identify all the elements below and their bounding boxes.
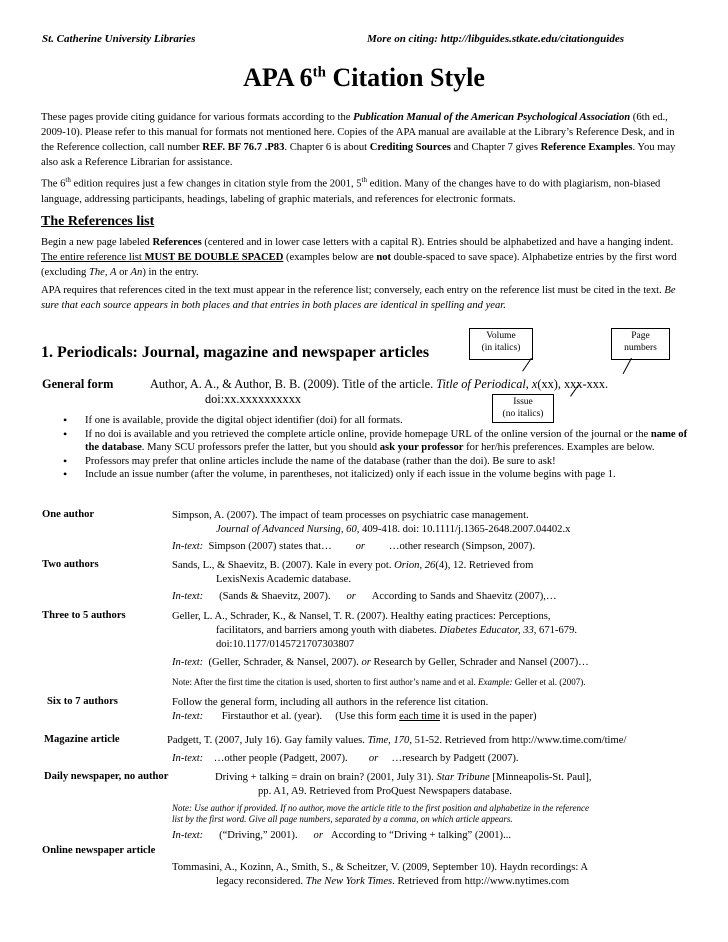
daily-newspaper-note: Note: Use author if provided. If no author, move the article title to the first position and alphabetize in the reference list by the first word. Give all page numbers, separated by a comma, on which article appears. xyxy=(172,803,589,824)
one-author-label: One author xyxy=(42,509,95,520)
three-authors-intext: In-text: (Geller, Schrader, & Nansel, 2007). or Research by Geller, Schrader and Nansel (2007)… xyxy=(172,657,589,668)
one-author-intext: In-text: Simpson (2007) states that… or …other research (Simpson, 2007). xyxy=(172,541,536,552)
general-form-entry: Author, A. A., & Author, B. B. (2009). Title of the article. Title of Periodical, x(xx), xxx-xxx. xyxy=(150,377,609,391)
online-newspaper-reference: Tommasini, A., Kozinn, A., Smith, S., & Scheitzer, V. (2009, September 10). Haydn recordings: A legacy reconsidered. The New York Times. Retrieved from http://www.nytimes.com xyxy=(172,862,588,887)
intro-paragraph-1: These pages provide citing guidance for various formats according to the Publication Manual of the American Psychological Association (6th ed., 2009-10). Please refer to this manual for formats not mentioned here. Copies of the APA manual are available at the Library’s Reference Desk, and in the Reference collection, call number REF. BF 76.7 .P83. Chapter 6 is about Crediting Sources and Chapter 7 gives Reference Examples. You may also ask a Reference Librarian for assistance. xyxy=(41,112,676,168)
magazine-reference: Padgett, T. (2007, July 16). Gay family values. Time, 170, 51-52. Retrieved from http://www.time.com/time/ xyxy=(167,735,627,746)
periodicals-bullets xyxy=(41,414,691,482)
header-right: More on citing: http://libguides.stkate.edu/citationguides xyxy=(367,33,624,45)
daily-newspaper-reference: Driving + talking = drain on brain? (2001, July 31). Star Tribune [Minneapolis-St. Paul], xyxy=(215,772,592,783)
six-authors-label: Six to 7 authors xyxy=(47,696,118,707)
two-authors-intext: In-text: (Sands & Shaevitz, 2007). or According to Sands and Shaevitz (2007),… xyxy=(172,591,557,602)
two-authors-reference: Sands, L., & Shaevitz, B. (2007). Kale in every pot. Orion, 26(4), 12. Retrieved from LexisNexis Academic database. xyxy=(172,560,534,585)
general-form-label: General form xyxy=(42,377,114,391)
page-title xyxy=(0,63,728,93)
title-rest: Citation Style xyxy=(326,63,485,92)
two-authors-label: Two authors xyxy=(42,559,99,570)
periodicals-heading: 1. Periodicals: Journal, magazine and newspaper articles xyxy=(41,344,430,361)
online-newspaper-label: Online newspaper article xyxy=(42,845,156,856)
title-main: APA 6 xyxy=(243,63,313,92)
references-paragraph-2: APA requires that references cited in the text must appear in the reference list; conversely, each entry on the reference list must be cited in the text. Be sure that each source appears in both places and that entries in both places are identical in spelling and year. xyxy=(41,285,676,311)
references-heading: The References list xyxy=(41,214,155,229)
references-paragraph-1: Begin a new page labeled References (centered and in lower case letters with a capital R). Entries should be alphabetized and have a hanging indent. The entire reference list MUST BE DOUBLE SPACED (examples below are not double-spaced to save space). Alphabetize entries by the first word (excluding The, A or An) in the entry. xyxy=(41,237,677,278)
daily-newspaper-intext: In-text: (“Driving,” 2001). or According to “Driving + talking” (2001)... xyxy=(172,830,512,841)
magazine-intext: In-text: …other people (Padgett, 2007). or …research by Padgett (2007). xyxy=(172,753,519,764)
header-left: St. Catherine University Libraries xyxy=(42,33,196,45)
bullet-3: • Professors may prefer that online articles include the name of the database (rather than the doi). Be sure to ask! xyxy=(41,455,691,469)
three-authors-label: Three to 5 authors xyxy=(42,610,126,621)
bullet-2: • If no doi is available and you retrieved the complete article online, provide homepage URL of the online version of the journal or the name of the database. Many SCU professors prefer the latter, but you should ask your professor for her/his preferences. Examples are below. xyxy=(41,428,691,455)
three-authors-note: Note: After the first time the citation is used, shorten to first author’s name and et al. Example: Geller et al. (2007). xyxy=(172,677,586,687)
intro-paragraph-2: The 6th edition requires just a few changes in citation style from the 2001, 5th edition. Many of the changes have to do with plagiarism, non-biased language, addressing participants, headings, labeling of graphic materials, and references for electronic formats. xyxy=(41,176,661,205)
three-authors-reference: Geller, L. A., Schrader, K., & Nansel, T. R. (2007). Healthy eating practices: Perceptions, facilitators, and barriers among youth with diabetes. Diabetes Educator, 33, 671-679. doi:10.1177/0145721707303807 xyxy=(172,611,578,650)
one-author-reference: Simpson, A. (2007). The impact of team processes on psychiatric case management. Journal of Advanced Nursing, 60, 409-418. doi: 10.1111/j.1365-2648.2007.04402.x xyxy=(172,510,571,535)
daily-newspaper-reference-2: pp. A1, A9. Retrieved from ProQuest Newspapers database. xyxy=(258,786,512,797)
six-authors-line1: Follow the general form, including all authors in the reference list citation. xyxy=(172,697,489,708)
magazine-label: Magazine article xyxy=(44,734,120,745)
callout-page-numbers: Page numbers xyxy=(611,328,670,360)
bullet-1: • If one is available, provide the digital object identifier (doi) for all formats. xyxy=(41,414,691,428)
callout-issue: Issue (no italics) xyxy=(492,394,554,423)
daily-newspaper-label: Daily newspaper, no author xyxy=(44,771,169,782)
callout-volume: Volume (in italics) xyxy=(469,328,533,360)
general-form-doi: doi:xx.xxxxxxxxxx xyxy=(205,392,301,406)
title-sup: th xyxy=(312,64,327,81)
six-authors-intext: In-text: Firstauthor et al. (year). (Use this form each time it is used in the paper) xyxy=(172,711,537,722)
callout-page-line xyxy=(623,358,632,374)
bullet-4: • Include an issue number (after the volume, in parentheses, not italicized) only if each issue in the volume begins with page 1. xyxy=(41,468,691,482)
